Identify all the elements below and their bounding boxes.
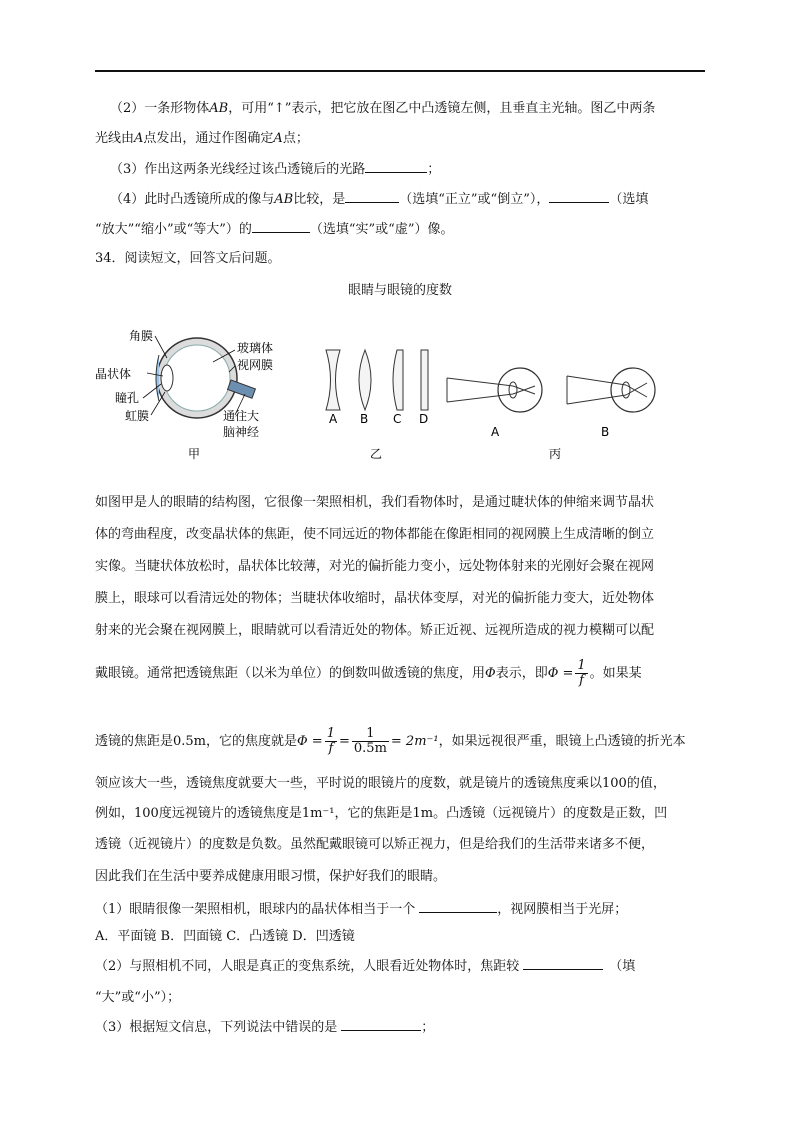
- plano-convex-lens-shape: [393, 350, 403, 410]
- question-34-intro: 34．阅读短文，回答文后问题。: [95, 251, 281, 266]
- passage-line-9: 例如，100度远视镜片的透镜焦度是1m⁻¹，它的焦距是1m。凸透镜（远视镜片）的度数是正数，凹: [95, 806, 668, 821]
- label-lens: 晶状体: [95, 367, 132, 381]
- focusing-diagram-a: [447, 368, 542, 439]
- passage-title: 眼睛与眼镜的度数: [347, 283, 452, 298]
- subquestion-2-line-1: （2）与照相机不同，人眼是真正的变焦系统，人眼看近处物体时，焦距较 （填: [95, 959, 636, 974]
- subquestion-1-options: A．平面镜 B．凹面镜 C．凸透镜 D．凹透镜: [95, 929, 355, 944]
- label-cornea: 角膜: [129, 329, 154, 343]
- answer-blank[interactable]: [341, 1018, 421, 1031]
- figure-eye-lenses: [95, 320, 705, 470]
- formula-fraction: $\frac{1}{0.5m}$: [353, 726, 387, 756]
- focal-power-formula-lhs: Φ =: [547, 666, 574, 681]
- passage-line-7: 透镜的焦距是0.5m，它的焦度就是Φ = $\frac{1}{f}$ = $\frac{1}{0.5m}$ = 2m⁻¹，如果远视很严重，眼镜上凸透镜的折光本: [95, 726, 686, 756]
- answer-blank[interactable]: [549, 190, 609, 203]
- label-pupil: 瞳孔: [115, 391, 140, 405]
- question-2-line-2: 光线由A点发出，通过作图确定A点；: [95, 131, 309, 146]
- eye-b-circle: [611, 368, 655, 412]
- passage-line-5: 射来的光会聚在视网膜上，眼睛就可以看清近处的物体。矫正近视、远视所造成的视力模糊可以配: [95, 623, 655, 638]
- cornea-shape: [156, 355, 159, 401]
- passage-line-8: 领应该大一些，透镜焦度就要大一些，平时说的眼镜片的度数，就是镜片的透镜焦度乘以100的值，: [95, 776, 666, 791]
- diagram-label-a: A: [491, 425, 500, 439]
- eye-structure-diagram: [95, 329, 273, 461]
- caption-yi: 乙: [370, 447, 383, 461]
- lens-label-c: C: [393, 412, 402, 426]
- answer-blank[interactable]: [252, 220, 310, 233]
- passage-line-11: 因此我们在生活中要养成健康用眼习惯，保护好我们的眼睛。: [95, 869, 447, 884]
- question-2-line-1: （2）一条形物体AB，可用“↑”表示，把它放在图乙中凸透镜左侧，且垂直主光轴。图乙中两条: [110, 101, 656, 116]
- lens-label-b: B: [360, 412, 369, 426]
- label-retina: 视网膜: [237, 358, 274, 372]
- label-optic-nerve-2: 脑神经: [223, 425, 260, 439]
- subquestion-3: （3）根据短文信息，下列说法中错误的是 ；: [95, 1020, 435, 1035]
- subquestion-2-line-2: “大”或“小”）；: [95, 990, 181, 1005]
- answer-blank[interactable]: [345, 190, 399, 203]
- label-vitreous: 玻璃体: [237, 341, 274, 355]
- label-iris: 虹膜: [125, 409, 150, 423]
- answer-blank[interactable]: [419, 900, 497, 913]
- question-4-line-2: “放大”“缩小”或“等大”）的 （选填“实”或“虚”）像。: [95, 222, 454, 237]
- passage-line-6: 戴眼镜。通常把透镜焦距（以米为单位）的倒数叫做透镜的焦度，用Φ表示，即Φ = $\frac{1}{f}$ 。如果某: [95, 658, 642, 688]
- label-optic-nerve-1: 通往大: [223, 409, 260, 423]
- passage-line-1: 如图甲是人的眼睛的结构图，它很像一架照相机，我们看物体时，是通过睫状体的伸缩来调节晶状: [95, 495, 655, 510]
- eye-a-lens: [509, 382, 517, 398]
- flat-glass-shape: [421, 350, 428, 410]
- passage-line-2: 体的弯曲程度，改变晶状体的焦距，使不同远近的物体都能在像距相同的视网膜上生成清晰的倒立: [95, 527, 655, 542]
- vitreous-body-shape: [164, 345, 230, 411]
- diagram-label-b: B: [601, 425, 610, 439]
- formula-fraction: $\frac{1}{f}$: [577, 658, 586, 688]
- lens-label-a: A: [329, 412, 338, 426]
- caption-jia: 甲: [188, 447, 201, 461]
- eye-a-circle: [498, 368, 542, 412]
- passage-line-10: 透镜（近视镜片）的度数是负数。虽然配戴眼镜可以矫正视力，但是给我们的生活带来诸多不便，: [95, 837, 655, 852]
- crystalline-lens-shape: [161, 365, 173, 391]
- biconvex-lens-shape: [359, 350, 371, 410]
- subquestion-1: （1）眼睛很像一架照相机，眼球内的晶状体相当于一个 ，视网膜相当于光屏；: [95, 902, 628, 917]
- lens-types-diagram: [326, 350, 428, 461]
- answer-blank[interactable]: [365, 160, 427, 173]
- header-rule: [95, 70, 705, 72]
- question-4-line-1: （4）此时凸透镜所成的像与AB比较，是 （选填“正立”或“倒立”）， （选填: [110, 192, 649, 207]
- answer-blank[interactable]: [523, 957, 603, 970]
- question-3: （3）作出这两条光线经过该凸透镜后的光路 ；: [110, 162, 441, 177]
- passage-line-3: 实像。当睫状体放松时，晶状体比较薄，对光的偏折能力变小，远处物体射来的光刚好会聚在视网: [95, 559, 655, 574]
- caption-bing: 丙: [549, 447, 562, 461]
- passage-line-4: 膜上，眼球可以看清远处的物体；当睫状体收缩时，晶状体变厚，对光的偏折能力变大，近处物体: [95, 591, 655, 606]
- lens-label-d: D: [419, 412, 429, 426]
- concave-lens-shape: [326, 350, 340, 410]
- formula-fraction: $\frac{1}{f}$: [326, 726, 335, 756]
- focusing-diagram-b: [567, 368, 655, 439]
